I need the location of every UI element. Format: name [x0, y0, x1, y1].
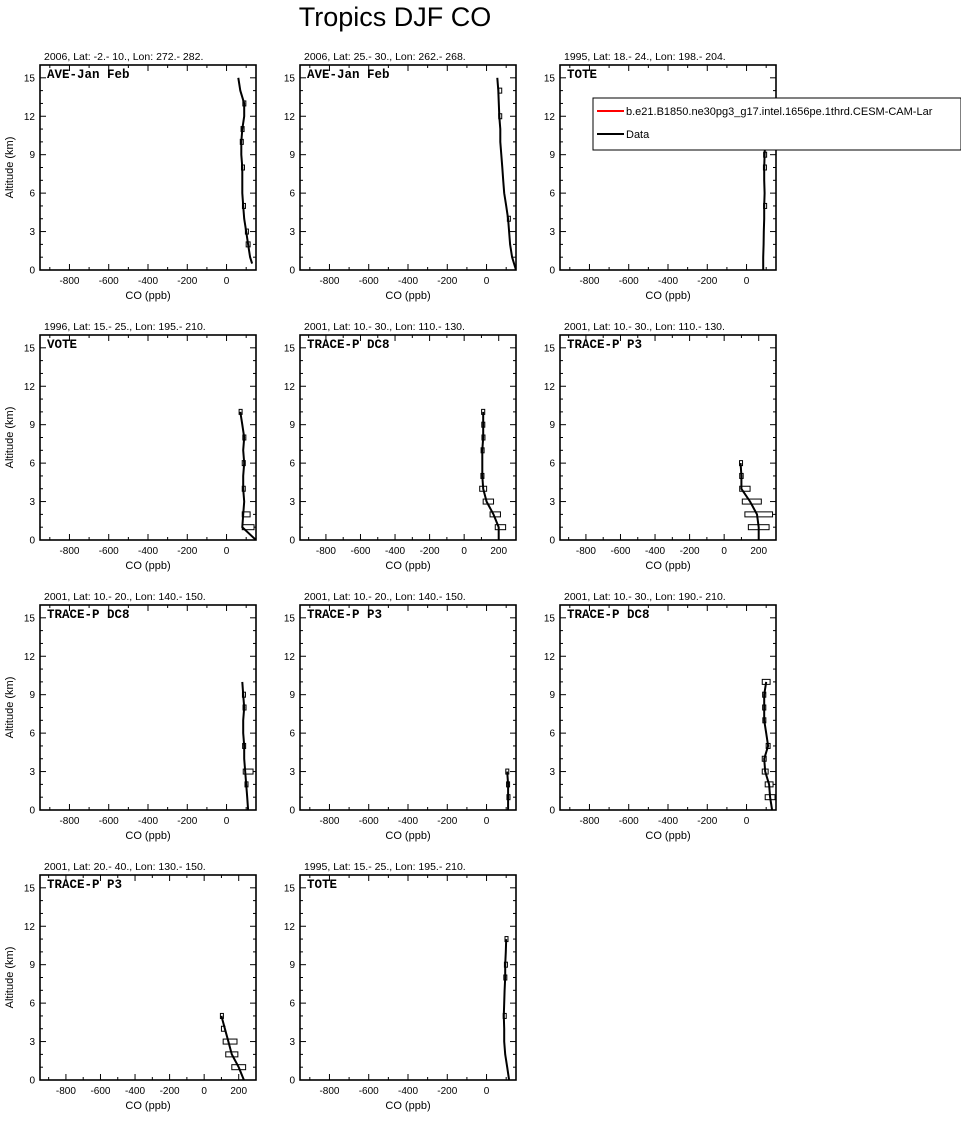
x-tick-label: -400 [125, 1086, 146, 1097]
y-tick-label: 12 [283, 111, 295, 123]
x-tick-label: -400 [137, 276, 159, 287]
x-tick-label: -400 [397, 1086, 419, 1097]
y-tick-label: 12 [23, 381, 35, 393]
y-tick-label: 15 [23, 883, 35, 895]
y-tick-label: 3 [29, 227, 35, 239]
x-axis-label: CO (ppb) [125, 1100, 171, 1112]
y-tick-label: 3 [29, 497, 35, 509]
x-tick-label: -200 [437, 816, 458, 827]
y-tick-label: 15 [283, 613, 295, 625]
y-axis-label: Altitude (km) [4, 946, 16, 1009]
x-tick-label: -600 [358, 1086, 379, 1097]
x-tick-label: -800 [59, 816, 80, 827]
plot-frame [560, 335, 776, 540]
data-layer [506, 769, 510, 810]
panel-title: 2001, Lat: 20.- 40., Lon: 130.- 150. [44, 861, 206, 873]
x-tick-label: -800 [59, 276, 80, 287]
x-axis-label: CO (ppb) [645, 830, 691, 842]
y-tick-label: 6 [549, 728, 555, 740]
y-tick-label: 12 [543, 651, 555, 663]
campaign-label: TRACE-P P3 [307, 608, 383, 622]
panel-title: 2001, Lat: 10.- 30., Lon: 190.- 210. [564, 591, 726, 603]
data-layer [503, 937, 509, 1080]
plot-frame [40, 335, 256, 540]
y-tick-label: 9 [549, 690, 555, 702]
panel-3 [544, 51, 776, 302]
y-tick-label: 3 [289, 1037, 295, 1049]
y-tick-label: 3 [29, 1037, 35, 1049]
x-tick-label: 0 [743, 276, 750, 287]
x-tick-label: 0 [223, 816, 230, 827]
x-tick-label: 0 [721, 546, 727, 557]
y-tick-label: 0 [289, 535, 295, 547]
y-tick-label: 12 [283, 651, 295, 663]
x-axis-label: CO (ppb) [125, 560, 171, 572]
x-tick-label: -400 [397, 276, 419, 287]
data-layer [220, 1013, 245, 1080]
data-layer [740, 461, 773, 540]
figure-title: Tropics DJF CO [298, 2, 492, 32]
y-tick-label: 6 [29, 728, 35, 740]
x-tick-label: 0 [743, 816, 750, 827]
y-tick-label: 0 [549, 805, 555, 817]
plot-frame [300, 875, 516, 1080]
x-tick-label: -800 [575, 546, 596, 557]
y-tick-label: 6 [289, 188, 295, 200]
panel-title: 1995, Lat: 15.- 25., Lon: 195.- 210. [304, 861, 466, 873]
y-tick-label: 3 [289, 227, 295, 239]
x-axis-label: CO (ppb) [125, 290, 171, 302]
campaign-label: VOTE [47, 338, 78, 352]
x-tick-label: -600 [98, 816, 119, 827]
x-tick-label: -800 [319, 816, 340, 827]
x-tick-label: -400 [657, 816, 679, 827]
x-tick-label: -800 [319, 276, 340, 287]
x-tick-label: -200 [679, 546, 700, 557]
y-tick-label: 0 [29, 1075, 35, 1087]
panel-title: 2001, Lat: 10.- 30., Lon: 110.- 130. [564, 321, 725, 333]
y-tick-label: 3 [549, 767, 555, 779]
panel-11 [284, 861, 516, 1112]
panel-6 [544, 321, 776, 572]
x-tick-label: -800 [55, 1086, 76, 1097]
spread-box [745, 512, 773, 517]
panel-10 [4, 861, 256, 1112]
campaign-label: TRACE-P P3 [47, 878, 123, 892]
x-tick-label: -800 [579, 816, 600, 827]
x-axis-label: CO (ppb) [125, 830, 171, 842]
x-tick-label: -600 [358, 816, 379, 827]
y-tick-label: 9 [289, 960, 295, 972]
y-tick-label: 12 [23, 921, 35, 933]
y-tick-label: 6 [289, 998, 295, 1010]
campaign-label: TOTE [567, 68, 598, 82]
y-tick-label: 9 [549, 420, 555, 432]
x-tick-label: -800 [319, 1086, 340, 1097]
x-axis-label: CO (ppb) [645, 290, 691, 302]
x-tick-label: -400 [385, 546, 406, 557]
data-layer [497, 78, 516, 270]
panel-title: 2001, Lat: 10.- 20., Lon: 140.- 150. [44, 591, 206, 603]
x-tick-label: -200 [437, 276, 458, 287]
y-tick-label: 6 [29, 188, 35, 200]
x-tick-label: -800 [59, 546, 80, 557]
x-tick-label: -600 [618, 816, 639, 827]
y-tick-label: 12 [283, 381, 295, 393]
panel-title: 2001, Lat: 10.- 30., Lon: 110.- 130. [304, 321, 465, 333]
panel-title: 1995, Lat: 18.- 24., Lon: 198.- 204. [564, 51, 726, 63]
x-tick-label: -400 [397, 816, 419, 827]
x-tick-label: -200 [177, 276, 198, 287]
y-tick-label: 15 [543, 343, 555, 355]
x-tick-label: -200 [159, 1086, 180, 1097]
spread-box [223, 1039, 237, 1044]
campaign-label: TRACE-P P3 [567, 338, 643, 352]
y-tick-label: 15 [543, 613, 555, 625]
y-tick-label: 15 [23, 343, 35, 355]
data-layer [238, 78, 252, 264]
y-tick-label: 12 [23, 111, 35, 123]
profile-line-data [221, 1016, 244, 1080]
y-tick-label: 15 [543, 73, 555, 85]
y-tick-label: 12 [283, 921, 295, 933]
x-tick-label: -600 [618, 276, 639, 287]
y-tick-label: 0 [29, 535, 35, 547]
x-tick-label: -600 [350, 546, 371, 557]
y-tick-label: 6 [549, 458, 555, 470]
plot-frame [300, 605, 516, 810]
y-axis-label: Altitude (km) [4, 406, 16, 469]
x-tick-label: -400 [137, 546, 159, 557]
campaign-label: TRACE-P DC8 [567, 608, 650, 622]
y-tick-label: 0 [289, 805, 295, 817]
y-tick-label: 15 [283, 343, 295, 355]
plot-frame [40, 605, 256, 810]
x-axis-label: CO (ppb) [385, 830, 431, 842]
x-tick-label: -200 [177, 816, 198, 827]
y-tick-label: 6 [289, 728, 295, 740]
panel-1 [4, 51, 256, 302]
y-tick-label: 9 [29, 960, 35, 972]
x-tick-label: -200 [697, 816, 718, 827]
y-tick-label: 0 [289, 265, 295, 277]
y-tick-label: 9 [289, 150, 295, 162]
y-tick-label: 15 [23, 613, 35, 625]
x-tick-label: -600 [90, 1086, 111, 1097]
x-axis-label: CO (ppb) [385, 560, 431, 572]
x-tick-label: 0 [223, 276, 230, 287]
y-tick-label: 0 [549, 535, 555, 547]
legend-label: b.e21.B1850.ne30pg3_g17.intel.1656pe.1thrd.CESM-CAM-Lar [626, 106, 933, 118]
plot-frame [40, 875, 256, 1080]
y-tick-label: 6 [549, 188, 555, 200]
x-tick-label: -200 [697, 276, 718, 287]
x-tick-label: 0 [223, 546, 230, 557]
profile-line-data [504, 939, 509, 1080]
legend-label: Data [626, 129, 650, 141]
x-tick-label: -600 [98, 546, 119, 557]
x-tick-label: -200 [437, 1086, 458, 1097]
data-layer [242, 682, 253, 810]
x-tick-label: -400 [645, 546, 666, 557]
campaign-label: TRACE-P DC8 [307, 338, 390, 352]
y-tick-label: 3 [549, 497, 555, 509]
y-tick-label: 3 [549, 227, 555, 239]
x-tick-label: 0 [483, 276, 490, 287]
y-tick-label: 3 [29, 767, 35, 779]
y-tick-label: 9 [29, 690, 35, 702]
plot-frame [40, 65, 256, 270]
y-axis-label: Altitude (km) [4, 676, 16, 739]
x-tick-label: 0 [201, 1086, 207, 1097]
y-tick-label: 9 [29, 150, 35, 162]
panel-title: 1996, Lat: 15.- 25., Lon: 195.- 210. [44, 321, 206, 333]
y-tick-label: 9 [289, 420, 295, 432]
y-tick-label: 0 [29, 265, 35, 277]
y-tick-label: 0 [29, 805, 35, 817]
x-tick-label: -400 [657, 276, 679, 287]
x-tick-label: 0 [461, 546, 467, 557]
x-axis-label: CO (ppb) [385, 290, 431, 302]
panel-8 [284, 591, 516, 842]
y-tick-label: 12 [543, 111, 555, 123]
y-tick-label: 15 [283, 73, 295, 85]
profile-line-data [764, 682, 772, 810]
y-tick-label: 12 [543, 381, 555, 393]
plot-frame [560, 65, 776, 270]
campaign-label: TRACE-P DC8 [47, 608, 130, 622]
panel-2 [284, 51, 516, 302]
x-tick-label: -400 [137, 816, 159, 827]
data-layer [239, 409, 256, 540]
x-tick-label: -200 [177, 546, 198, 557]
x-axis-label: CO (ppb) [645, 560, 691, 572]
x-axis-label: CO (ppb) [385, 1100, 431, 1112]
y-tick-label: 3 [289, 767, 295, 779]
y-axis-label: Altitude (km) [4, 136, 16, 199]
y-tick-label: 0 [549, 265, 555, 277]
y-tick-label: 15 [283, 883, 295, 895]
x-tick-label: -200 [419, 546, 440, 557]
x-tick-label: -800 [315, 546, 336, 557]
data-layer [762, 679, 775, 810]
campaign-label: TOTE [307, 878, 338, 892]
panel-title: 2006, Lat: -2.- 10., Lon: 272.- 282. [44, 51, 204, 63]
x-tick-label: -600 [98, 276, 119, 287]
spread-box [495, 525, 505, 530]
y-tick-label: 6 [289, 458, 295, 470]
y-tick-label: 15 [23, 73, 35, 85]
legend [593, 98, 961, 150]
data-layer [480, 409, 506, 540]
profile-line-data [497, 78, 516, 270]
panel-7 [4, 591, 256, 842]
x-tick-label: 200 [750, 546, 768, 557]
campaign-label: AVE-Jan Feb [307, 68, 390, 82]
x-tick-label: -600 [358, 276, 379, 287]
x-tick-label: 0 [483, 1086, 490, 1097]
plot-frame [560, 605, 776, 810]
y-tick-label: 0 [289, 1075, 295, 1087]
profile-line-data [482, 412, 498, 540]
y-tick-label: 6 [29, 458, 35, 470]
panel-title: 2006, Lat: 25.- 30., Lon: 262.- 268. [304, 51, 466, 63]
panel-5 [284, 321, 516, 572]
y-tick-label: 3 [289, 497, 295, 509]
x-tick-label: 0 [483, 816, 490, 827]
plot-frame [300, 65, 516, 270]
y-tick-label: 6 [29, 998, 35, 1010]
y-tick-label: 9 [289, 690, 295, 702]
panel-9 [544, 591, 776, 842]
y-tick-label: 9 [29, 420, 35, 432]
panel-4 [4, 321, 256, 572]
panel-title: 2001, Lat: 10.- 20., Lon: 140.- 150. [304, 591, 466, 603]
x-tick-label: -800 [579, 276, 600, 287]
y-tick-label: 12 [23, 651, 35, 663]
campaign-label: AVE-Jan Feb [47, 68, 130, 82]
y-tick-label: 9 [549, 150, 555, 162]
x-tick-label: -600 [610, 546, 631, 557]
x-tick-label: 200 [490, 546, 508, 557]
profile-line-data [507, 772, 508, 810]
x-tick-label: 200 [230, 1086, 248, 1097]
